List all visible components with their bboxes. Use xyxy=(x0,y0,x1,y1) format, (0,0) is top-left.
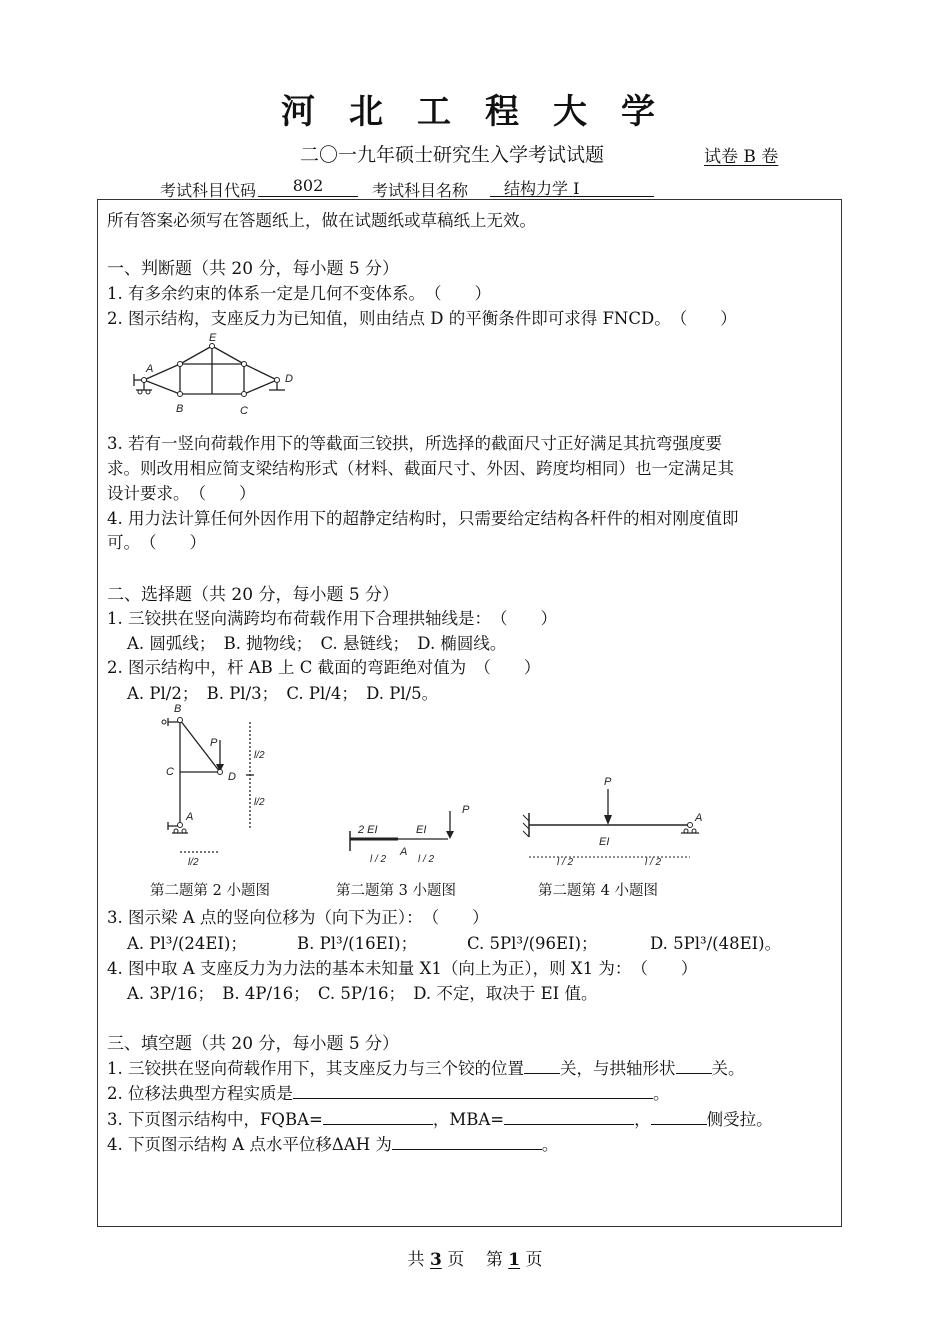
fig-q4-beam xyxy=(515,775,715,875)
s2-q2: 2. 图示结构中，杆 AB 上 C 截面的弯距绝对值为 （ ） xyxy=(107,658,541,677)
university-name: 河北工程大学 xyxy=(281,92,689,132)
s1-q4-line2: 可。 （ ） xyxy=(107,533,206,552)
s3-q2-part2: 。 xyxy=(653,1084,670,1103)
s3-q1-part2: 关，与拱轴形状 xyxy=(560,1059,676,1078)
fig2-label-d: D xyxy=(228,771,236,783)
s3-q3-blank3[interactable] xyxy=(651,1124,707,1125)
fig2-label-p: P xyxy=(210,737,218,749)
s3-q3 xyxy=(107,1106,773,1130)
s3-q3-part4: 侧受拉。 xyxy=(706,1110,773,1129)
exam-title: 二〇一九年硕士研究生入学考试试题 xyxy=(300,144,605,166)
s3-q4 xyxy=(107,1131,558,1155)
s1-q4-line1: 4. 用力法计算任何外因作用下的超静定结构时，只需要给定结构各杆件的相对刚度值即 xyxy=(107,509,739,528)
s3-q3-part3: ， xyxy=(634,1110,651,1129)
s3-q1-blank2[interactable] xyxy=(676,1073,712,1074)
s3-q3-part1: 3. 下页图示结构中，FQBA= xyxy=(107,1110,323,1129)
s3-q3-blank1[interactable] xyxy=(323,1124,433,1125)
fig2-dim2: l/2 xyxy=(254,797,265,808)
fig3-label-ei: EI xyxy=(416,824,427,836)
fig4-label-p: P xyxy=(604,776,612,788)
fig2-label-b: B xyxy=(174,703,182,715)
caption-fig3: 第二题第 3 小题图 xyxy=(336,883,456,899)
s2-q3-option-c: C. 5Pl³/(96EI)； xyxy=(467,934,598,953)
truss-label-e: E xyxy=(209,332,217,344)
fig2-label-a: A xyxy=(186,811,194,823)
caption-fig4: 第二题第 4 小题图 xyxy=(538,883,658,899)
fig3-label-p: P xyxy=(462,804,470,816)
fig4-dim2: l / 2 xyxy=(645,857,662,868)
s1-q3-line3: 设计要求。 （ ） xyxy=(107,484,256,503)
fig-q3-beam xyxy=(340,795,480,875)
fig3-label-a: A xyxy=(400,846,408,858)
fig2-dim1: l/2 xyxy=(254,750,265,761)
truss-label-b: B xyxy=(176,403,184,415)
truss-label-c: C xyxy=(240,405,248,417)
fig3-dim1: l / 2 xyxy=(370,854,387,865)
footer-total: 3 xyxy=(429,1250,442,1270)
s2-q3-option-a: A. Pl³/(24EI)； xyxy=(127,934,247,953)
fig2-dim3: l/2 xyxy=(188,857,199,868)
s1-q2: 2. 图示结构，支座反力为已知值，则由结点 D 的平衡条件即可求得 FNCD。 （ ） xyxy=(107,309,737,328)
s2-q4-options: A. 3P/16； B. 4P/16； C. 5P/16； D. 不定，取决于 EI 值。 xyxy=(127,984,598,1003)
caption-fig2: 第二题第 2 小题图 xyxy=(150,883,270,899)
s3-q2 xyxy=(107,1080,670,1104)
subject-code-label: 考试科目代码 xyxy=(160,181,257,200)
s3-q4-part1: 4. 下页图示结构 A 点水平位移ΔAH 为 xyxy=(107,1135,392,1154)
fig4-dim1: l / 2 xyxy=(557,857,574,868)
page-footer xyxy=(0,1245,950,1270)
paper-type: 试卷 B 卷 xyxy=(704,147,779,167)
section3-title: 三、填空题（共 20 分，每小题 5 分） xyxy=(107,1034,400,1054)
subject-name-value: 结构力学 I xyxy=(490,176,654,197)
s2-q4: 4. 图中取 A 支座反力为力法的基本未知量 X1（向上为正），则 X1 为： （ ） xyxy=(107,959,698,978)
s3-q1-blank1[interactable] xyxy=(524,1073,560,1074)
footer-page-pre: 第 xyxy=(485,1250,503,1270)
s3-q1-part3: 关。 xyxy=(711,1059,745,1078)
subject-code-value: 802 xyxy=(258,176,358,197)
s3-q3-blank2[interactable] xyxy=(504,1124,634,1125)
fig4-label-ei: EI xyxy=(599,836,610,848)
section1-title: 一、判断题（共 20 分，每小题 5 分） xyxy=(107,259,400,279)
fig3-label-2ei: 2 EI xyxy=(358,824,378,836)
footer-page-post: 页 xyxy=(525,1250,543,1270)
footer-total-pre: 共 xyxy=(407,1250,425,1270)
s1-q3-line1: 3. 若有一竖向荷载作用下的等截面三铰拱，所选择的截面尺寸正好满足其抗弯强度要 xyxy=(107,434,722,453)
s2-q3-option-b: B. Pl³/(16EI)； xyxy=(297,934,418,953)
truss-figure xyxy=(122,330,307,420)
s3-q2-part1: 2. 位移法典型方程实质是 xyxy=(107,1084,293,1103)
section2-title: 二、选择题（共 20 分，每小题 5 分） xyxy=(107,585,400,605)
fig3-dim2: l / 2 xyxy=(418,854,435,865)
s3-q2-blank[interactable] xyxy=(293,1098,653,1099)
s2-q3: 3. 图示梁 A 点的竖向位移为（向下为正）： （ ） xyxy=(107,908,489,927)
fig-q2-frame xyxy=(150,700,280,870)
s3-q3-part2: ，MBA= xyxy=(432,1110,505,1129)
subject-name-label: 考试科目名称 xyxy=(372,181,469,200)
footer-total-post: 页 xyxy=(447,1250,465,1270)
s2-q1: 1. 三铰拱在竖向满跨均布荷载作用下合理拱轴线是： （ ） xyxy=(107,609,557,628)
notice: 所有答案必须写在答题纸上，做在试题纸或草稿纸上无效。 xyxy=(107,211,536,230)
s2-q3-option-d: D. 5Pl³/(48EI)。 xyxy=(650,934,782,953)
s2-q1-options: A. 圆弧线； B. 抛物线； C. 悬链线； D. 椭圆线。 xyxy=(127,634,507,653)
truss-label-d: D xyxy=(285,373,293,385)
s3-q4-blank[interactable] xyxy=(392,1149,542,1150)
s3-q1-part1: 1. 三铰拱在竖向荷载作用下，其支座反力与三个铰的位置 xyxy=(107,1059,524,1078)
s3-q4-part2: 。 xyxy=(541,1135,559,1154)
s1-q3-line2: 求。则改用相应简支梁结构形式（材料、截面尺寸、外因、跨度均相同）也一定满足其 xyxy=(107,459,734,478)
s3-q1 xyxy=(107,1055,745,1079)
truss-label-a: A xyxy=(146,363,154,375)
footer-page: 1 xyxy=(508,1250,521,1270)
fig2-label-c: C xyxy=(166,766,174,778)
s1-q1: 1. 有多余约束的体系一定是几何不变体系。 （ ） xyxy=(107,284,491,303)
s2-q2-options: A. Pl/2； B. Pl/3； C. Pl/4； D. Pl/5。 xyxy=(127,684,439,703)
fig4-label-a: A xyxy=(695,812,703,824)
